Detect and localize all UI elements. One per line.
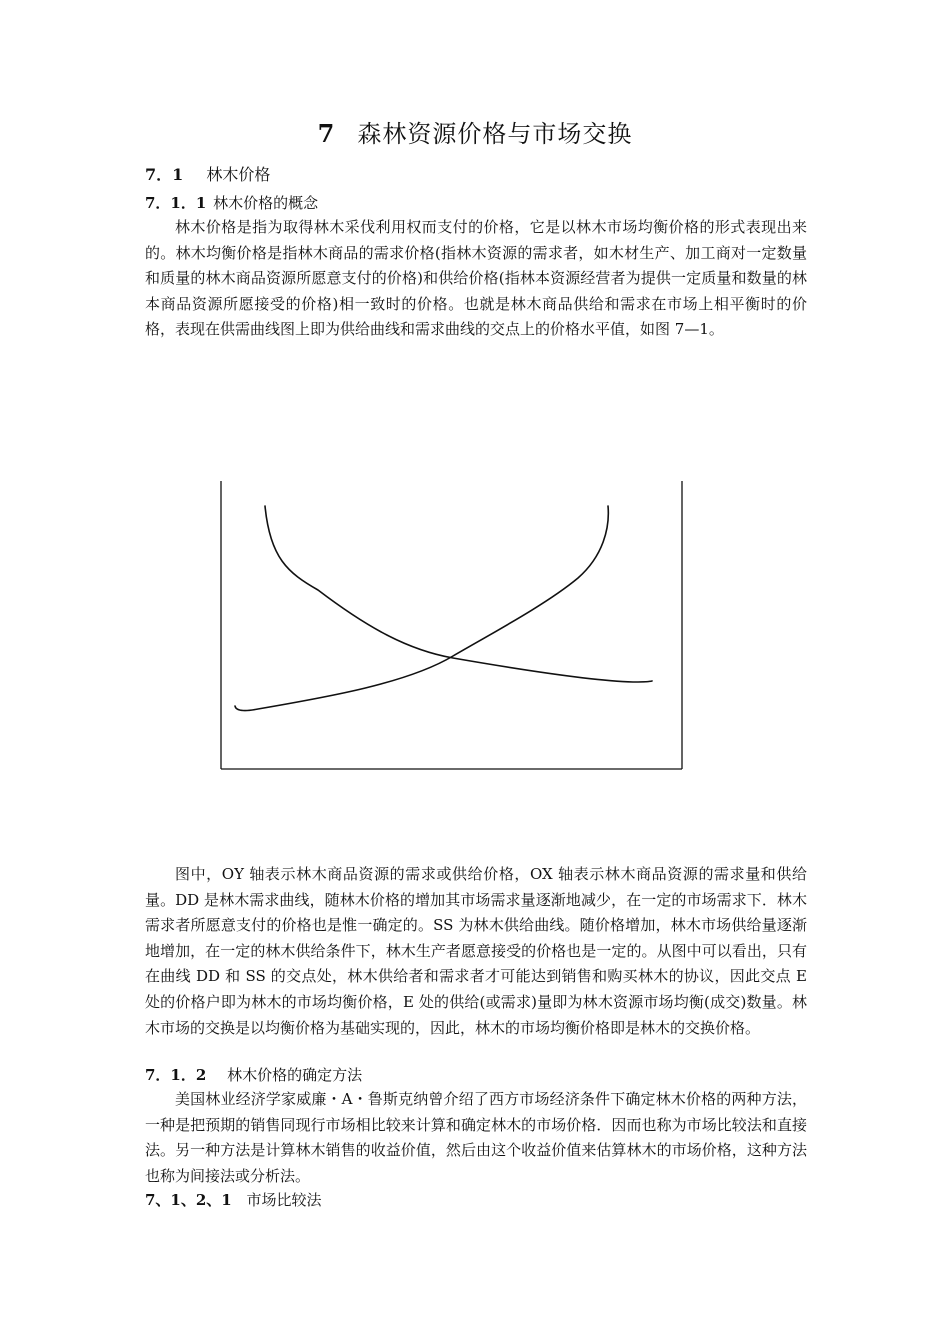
section-title: 林木价格 [206, 165, 271, 184]
chapter-number: 7 [317, 119, 336, 148]
subsection-number: 7、1、2、1 [145, 1191, 232, 1209]
subsection-title: 林木价格的概念 [213, 194, 319, 212]
supply-demand-figure [218, 478, 688, 774]
section-number: 7．1 [145, 165, 184, 184]
chapter-title-text: 森林资源价格与市场交换 [357, 120, 633, 148]
paragraph-figure-explanation: 图中，OY 轴表示林木商品资源的需求或供给价格，OX 轴表示林木商品资源的需求量和供给量。DD 是林木需求曲线，随林木价格的增加其市场需求量逐渐地减少，在一定的市场需求下．林木需求者所愿意支付的价格也是惟一确定的。SS 为林木供给曲线。随价格增加，林木市场供给量逐渐地增加，在一定的林木供给条件下，林木生产者愿意接受的价格也是一定的。从图中可以看出，只有在曲线 DD 和 SS 的交点处，林木供给者和需求者才可能达到销售和购买林木的协议，因此交点 E 处的价格户即为林木的市场均衡价格，E 处的供给(或需求)量即为林木资源市场均衡(成交)数量。林木市场的交换是以均衡价格为基础实现的，因此，林木的市场均衡价格即是林木的交换价格。 [145, 865, 807, 1037]
chapter-title [0, 118, 950, 150]
subsection-title: 林木价格的确定方法 [227, 1066, 363, 1084]
subsection-number: 7．1．1 [145, 194, 207, 212]
paragraph-determination-methods: 美国林业经济学家威廉・A・鲁斯克纳曾介绍了西方市场经济条件下确定林木价格的两种方法，一种是把预期的销售同现行市场相比较来计算和确定林木的市场价格．因而也称为市场比较法和直接法。另一种方法是计算林木销售的收益价值，然后由这个收益价值来估算林木的市场价格，这种方法也称为间接法或分析法。 [145, 1090, 807, 1185]
subsection-heading-7-1-1 [145, 192, 318, 214]
section-heading-7-1 [145, 164, 270, 186]
subsection-title: 市场比较法 [246, 1191, 322, 1209]
supply-demand-diagram [218, 478, 688, 774]
supply-curve-ss [235, 506, 608, 711]
subsection-heading-7-1-2-1 [145, 1189, 322, 1211]
subsection-heading-7-1-2 [145, 1064, 362, 1086]
subsection-number: 7．1．2 [145, 1066, 207, 1084]
paragraph-price-concept: 林木价格是指为取得林木采伐利用权而支付的价格，它是以林木市场均衡价格的形式表现出来的。林木均衡价格是指林木商品的需求价格(指林木资源的需求者，如木材生产、加工商对一定数量和质量的林木商品资源所愿意支付的价格)和供给价格(指林本资源经营者为提供一定质量和数量的林本商品资源所愿接受的价格)相一致时的价格。也就是林木商品供给和需求在市场上相平衡时的价格，表现在供需曲线图上即为供给曲线和需求曲线的交点上的价格水平值，如图 7—1。 [145, 218, 807, 339]
demand-curve-dd [265, 506, 652, 682]
